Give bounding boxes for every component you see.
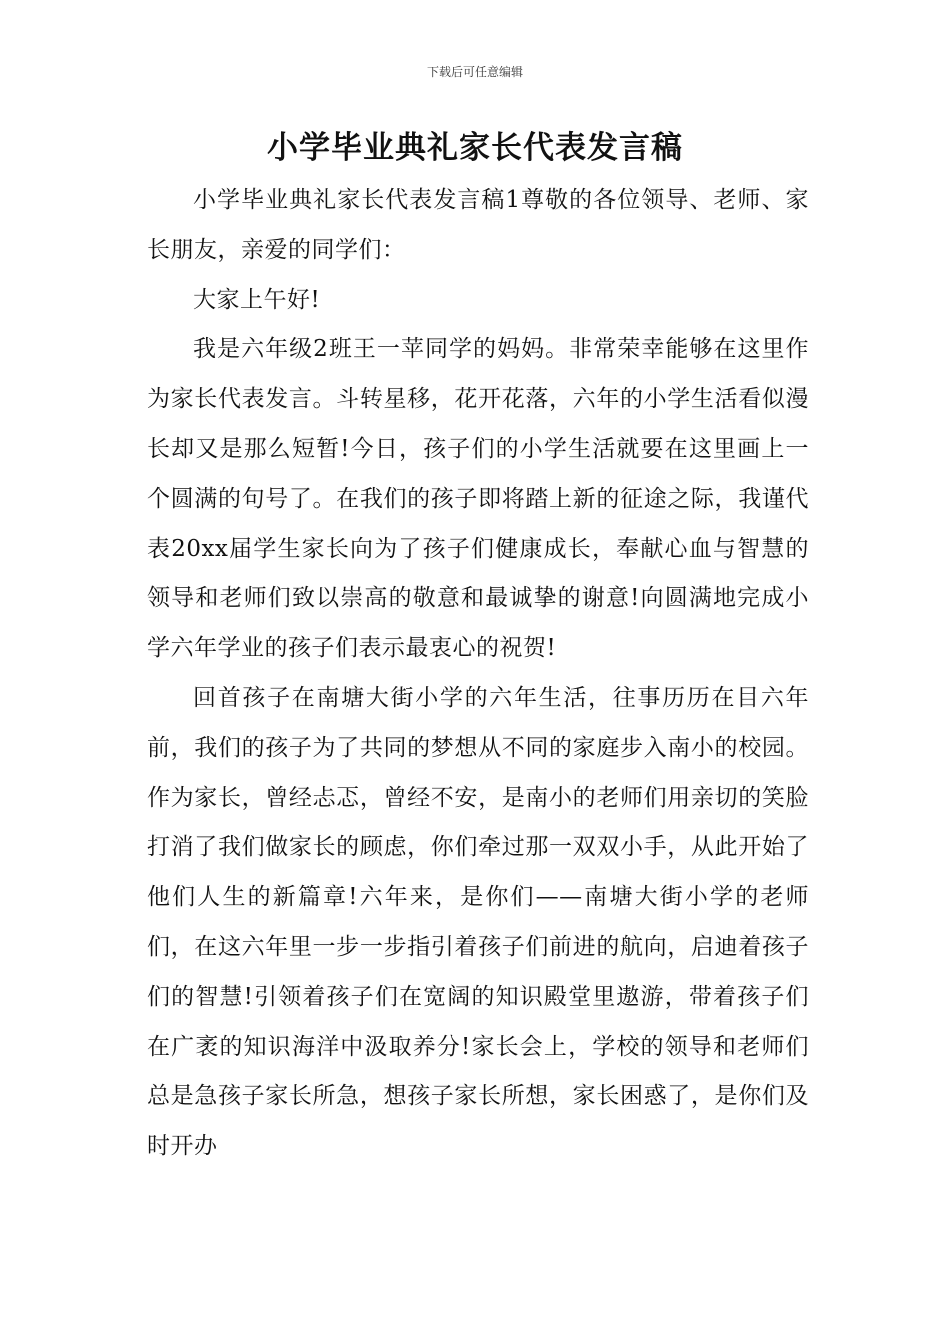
paragraph-good-morning: 大家上午好! [193,286,321,313]
paragraph-greeting: 小学毕业典礼家长代表发言稿1尊敬的各位领导、老师、家长朋友，亲爱的同学们： [147,187,809,263]
header-note: 下载后可任意编辑 [426,65,523,79]
document-body [147,176,809,1172]
paragraph-introduction: 我是六年级2班王一苹同学的妈妈。非常荣幸能够在这里作为家长代表发言。斗转星移，花开花落，六年的小学生活看似漫长却又是那么短暂!今日，孩子们的小学生活就要在这里画上一个圆满的句号了。在我们的孩子即将踏上新的征途之际，我谨代表20xx届学生家长向为了孩子们健康成长，奉献心血与智慧的领导和老师们致以崇高的敬意和最诚挚的谢意!向圆满地完成小学六年学业的孩子们表示最衷心的祝贺! [147,336,809,662]
paragraph-reflection: 回首孩子在南塘大街小学的六年生活，往事历历在目六年前，我们的孩子为了共同的梦想从不同的家庭步入南小的校园。作为家长，曾经忐忑，曾经不安，是南小的老师们用亲切的笑脸打消了我们做家长的顾虑，你们牵过那一双双小手，从此开始了他们人生的新篇章!六年来，是你们——南塘大街小学的老师们，在这六年里一步一步指引着孩子们前进的航向，启迪着孩子们的智慧!引领着孩子们在宽阔的知识殿堂里遨游，带着孩子们在广袤的知识海洋中汲取养分!家长会上，学校的领导和老师们总是急孩子家长所急，想孩子家长所想，家长困惑了，是你们及时开办 [147,684,809,1160]
document-title: 小学毕业典礼家长代表发言稿 [267,130,683,166]
